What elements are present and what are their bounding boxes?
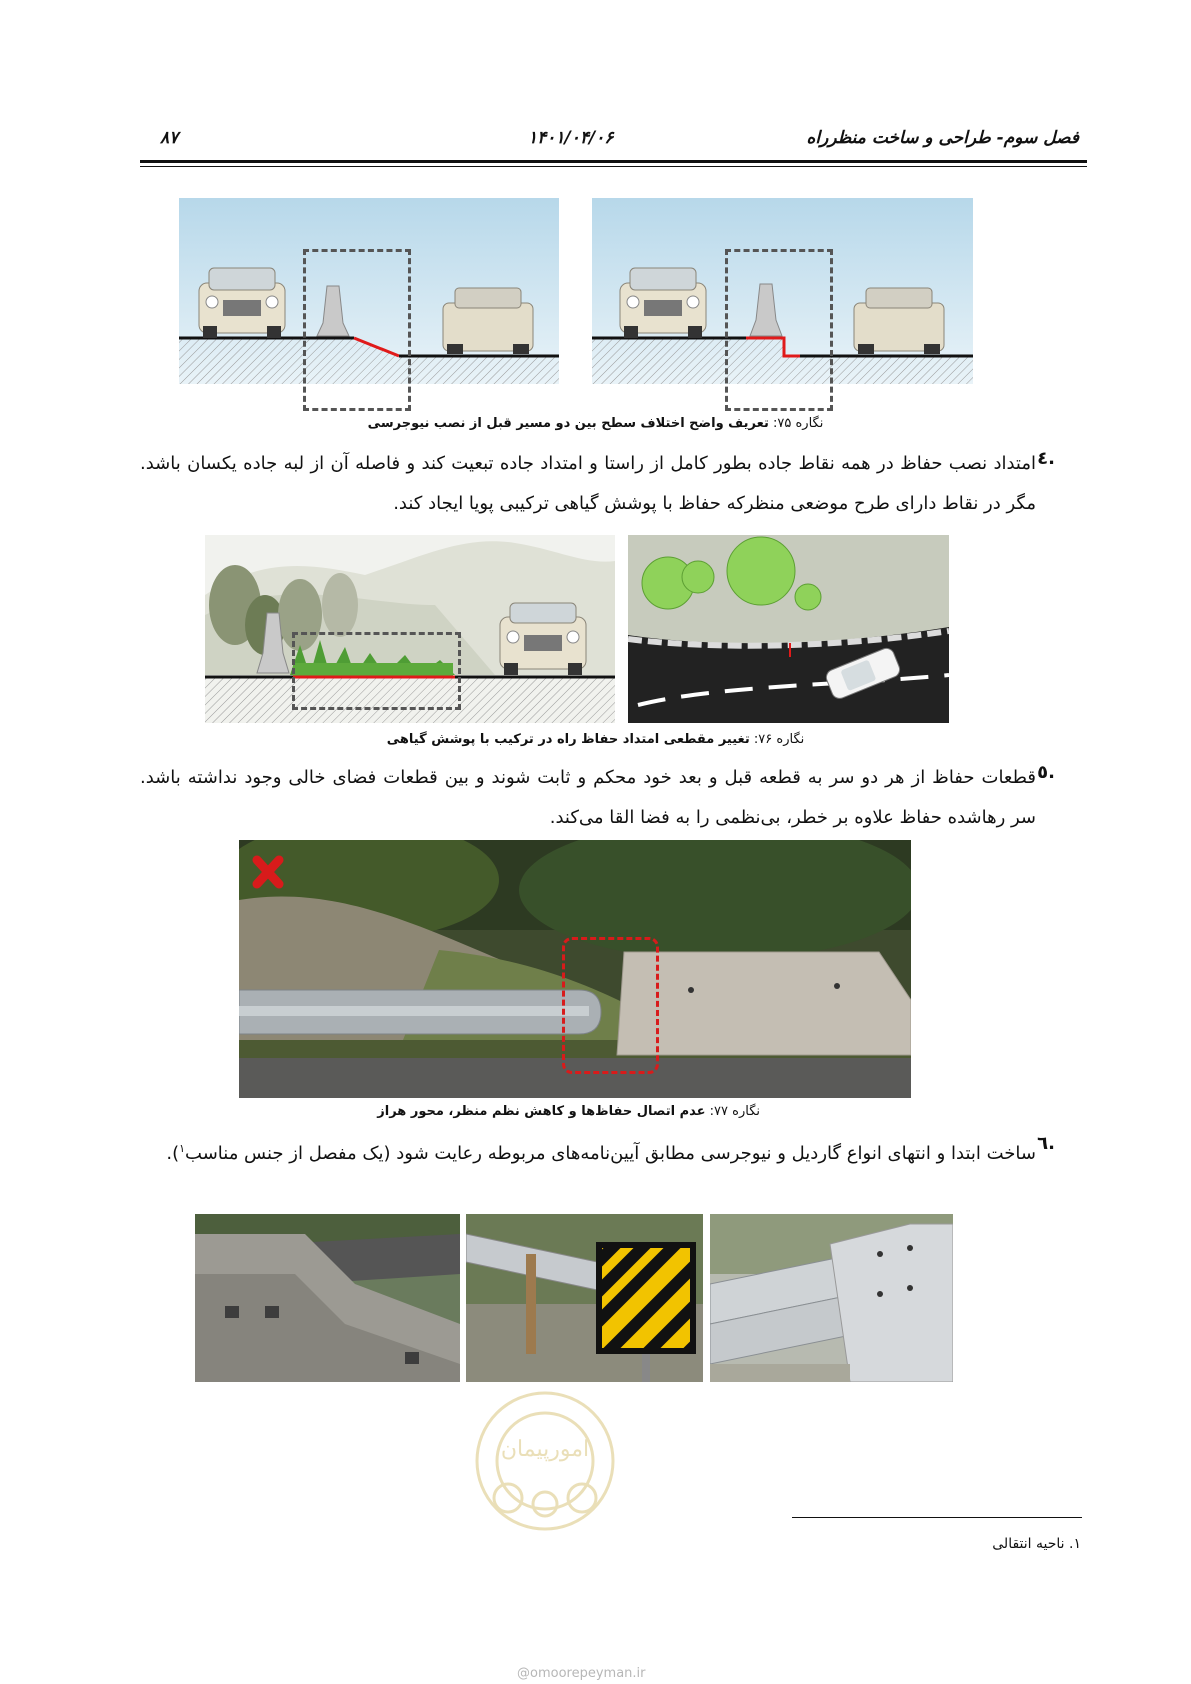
footnote-rule xyxy=(792,1517,1082,1518)
item-6-text xyxy=(140,1129,1036,1174)
header-rule-thin xyxy=(140,166,1087,167)
item-4-number: ٤. xyxy=(1037,448,1055,469)
figure-77-gap-highlight xyxy=(562,937,659,1074)
item-6-number: ٦. xyxy=(1037,1133,1055,1154)
figure-75-left-highlight-box xyxy=(303,249,411,411)
figure-76-title: تغییر مقطعی امتداد حفاظ راه در ترکیب با پوشش گیاهی xyxy=(386,732,750,747)
figure-77-title: عدم اتصال حفاظ‌ها و کاهش نظم منظر، محور هراز xyxy=(377,1104,706,1119)
bottom-photo-hazard-marker xyxy=(466,1214,703,1382)
item-4-text: امتداد نصب حفاظ در همه نقاط جاده بطور کامل از راستا و امتداد جاده تبعیت کند و فاصله آن از لبه جاده یکسان باشد. مگر در نقاط دارای طرح موضعی منظرکه حفاظ با پوشش گیاهی ترکیبی پویا ایجاد کند. xyxy=(140,453,1036,514)
item-5-text: قطعات حفاظ از هر دو سر به قطعه قبل و بعد خود محکم و ثابت شوند و بین قطعات فضای خالی وجود نداشته باشد. سر رهاشده حفاظ علاوه بر خطر، بی‌نظمی را به فضا القا می‌کند. xyxy=(140,767,1036,828)
bottom-photo-concrete-barrier xyxy=(195,1214,460,1382)
footnote-marker: ١ xyxy=(179,1142,186,1155)
figure-75-caption xyxy=(360,416,831,431)
watermark-site: @omoorepeyman.ir xyxy=(517,1666,646,1681)
watermark-logo-text: امورپیمان xyxy=(500,1437,590,1462)
chapter-title: فصل سوم- طراحی و ساخت منظرراه xyxy=(806,128,1079,148)
item-6-body: ساخت ابتدا و انتهای انواع گاردیل و نیوجرسی مطابق آیین‌نامه‌های مربوطه رعایت شود (یک مفصل از جنس مناسب xyxy=(185,1143,1036,1164)
figure-75-right-highlight-box xyxy=(725,249,833,411)
page-number: ۸۷ xyxy=(160,128,179,148)
figure-75-label: نگاره ۷۵: xyxy=(772,416,824,431)
figure-75-title: تعریف واضح اختلاف سطح بین دو مسیر قبل از نصب نیوجرسی xyxy=(367,416,769,431)
figure-76-right-plan xyxy=(628,535,949,723)
figure-76-label: نگاره ۷۶: xyxy=(753,732,805,747)
bottom-photo-guardrail-end xyxy=(710,1214,953,1382)
figure-76-highlight-box xyxy=(292,632,461,710)
footnote-text: ١. ناحیه انتقالی xyxy=(992,1536,1081,1552)
figure-77-caption xyxy=(377,1104,760,1119)
figure-77-label: نگاره ۷۷: xyxy=(709,1104,760,1119)
header-date: ۱۴۰۱/۰۴/۰۶ xyxy=(528,128,614,148)
watermark-logo xyxy=(470,1386,620,1541)
item-6-end: ). xyxy=(166,1143,180,1164)
item-5-number: ٥. xyxy=(1037,762,1055,783)
figure-76-caption xyxy=(360,732,831,747)
header-rule-thick xyxy=(140,160,1087,163)
